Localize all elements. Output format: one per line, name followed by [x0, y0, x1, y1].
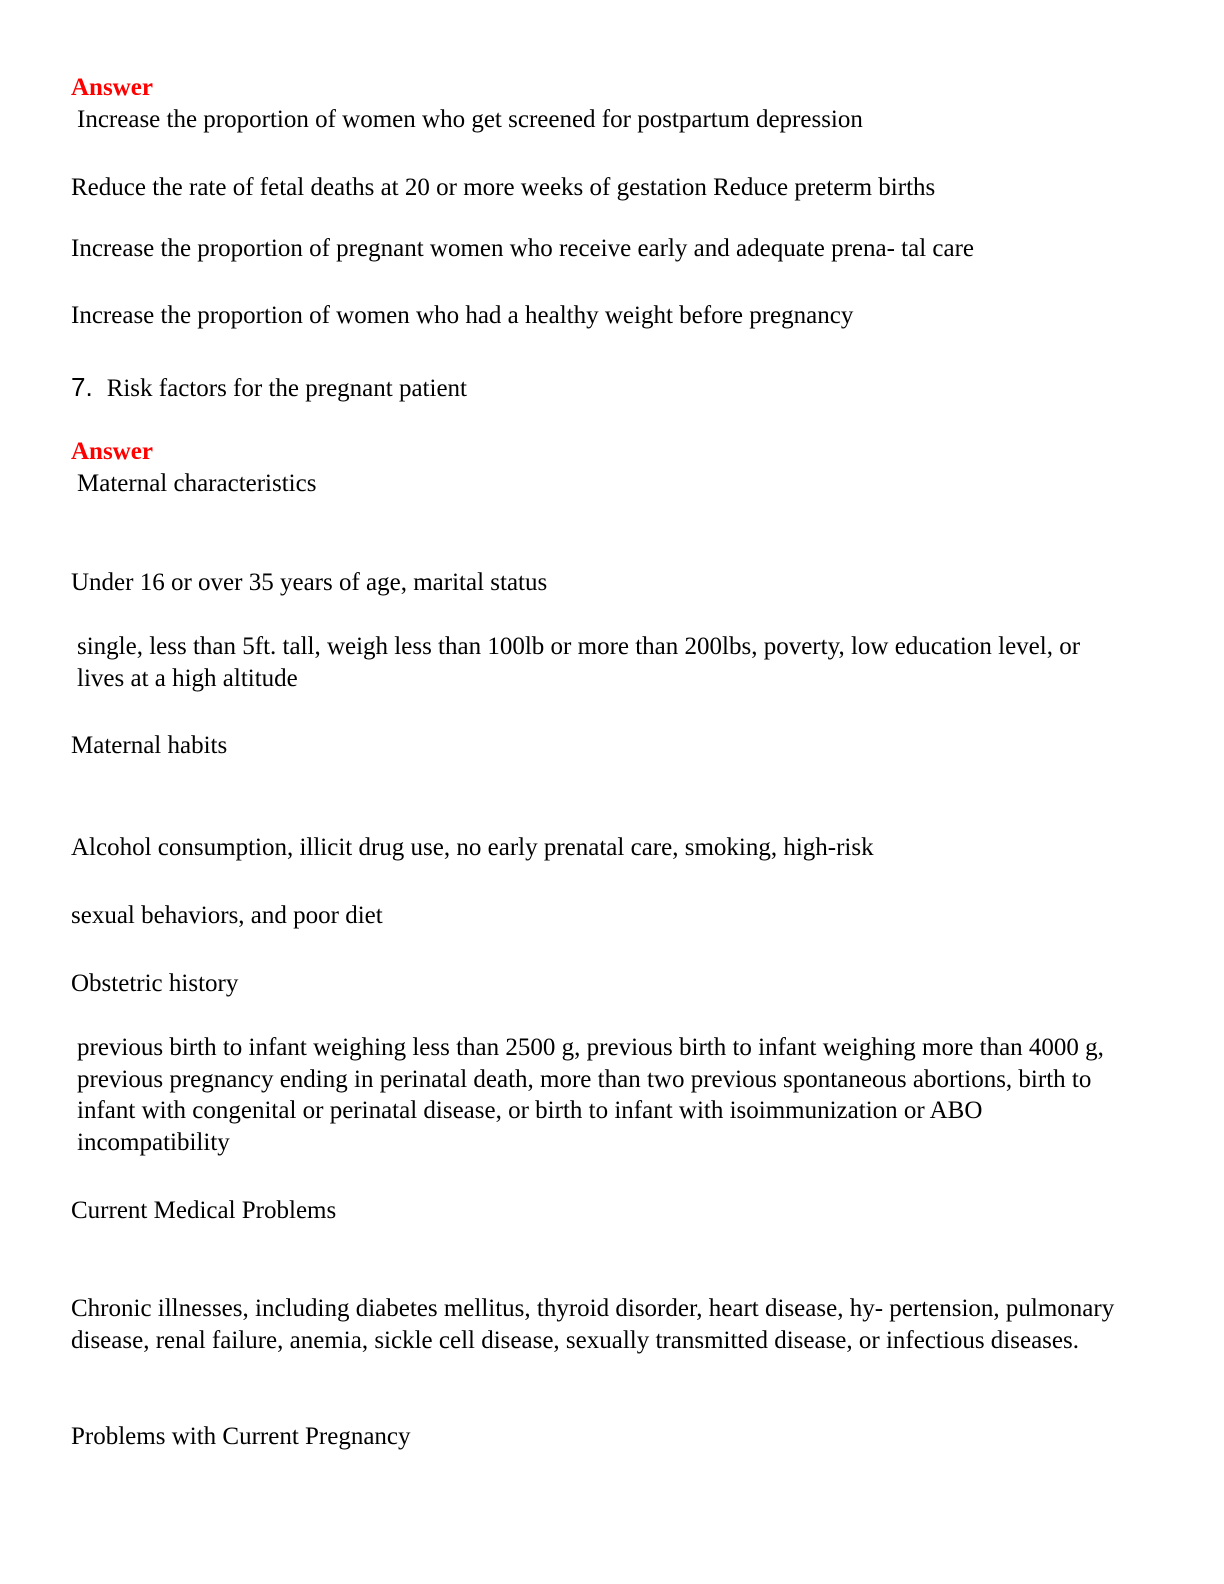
question-text: Risk factors for the pregnant patient	[106, 375, 467, 402]
answer-label: Answer	[71, 74, 153, 101]
section-heading-maternal-habits: Maternal habits	[71, 732, 228, 759]
answer-item: Reduce the rate of fetal deaths at 20 or more weeks of gestation Reduce preterm births	[71, 174, 936, 201]
paragraph: Chronic illnesses, including diabetes mellitus, thyroid disorder, heart disease, hy- pertension, pulmonary disease, renal failure, anemia, sickle cell disease, sexually transmitted disease, or infectious diseases.	[71, 1295, 1115, 1354]
question-number: 7.	[71, 372, 93, 402]
answer-item: Increase the proportion of women who had a healthy weight before pregnancy	[71, 302, 854, 329]
question-7	[71, 372, 467, 404]
paragraph: Under 16 or over 35 years of age, marital status	[71, 569, 548, 596]
answer-item: Increase the proportion of women who get screened for postpartum depression	[77, 106, 863, 133]
answer-item: Increase the proportion of pregnant women who receive early and adequate prena- tal care	[71, 235, 975, 262]
paragraph: Alcohol consumption, illicit drug use, no early prenatal care, smoking, high-risk	[71, 834, 874, 861]
section-heading-obstetric-history: Obstetric history	[71, 970, 239, 997]
answer-label: Answer	[71, 438, 153, 465]
paragraph: previous birth to infant weighing less than 2500 g, previous birth to infant weighing more than 4000 g, previous pregnancy ending in perinatal death, more than two previous spontaneous abortions, birth to infant with congenital or perinatal disease, or birth to infant with isoimmunization or ABO incompatibility	[77, 1034, 1104, 1156]
paragraph: single, less than 5ft. tall, weigh less than 100lb or more than 200lbs, poverty, low education level, or lives at a high altitude	[77, 633, 1081, 692]
section-heading-problems-current-pregnancy: Problems with Current Pregnancy	[71, 1423, 411, 1450]
section-heading-current-medical-problems: Current Medical Problems	[71, 1197, 337, 1224]
section-heading-maternal-characteristics: Maternal characteristics	[77, 470, 317, 497]
paragraph: sexual behaviors, and poor diet	[71, 902, 383, 929]
